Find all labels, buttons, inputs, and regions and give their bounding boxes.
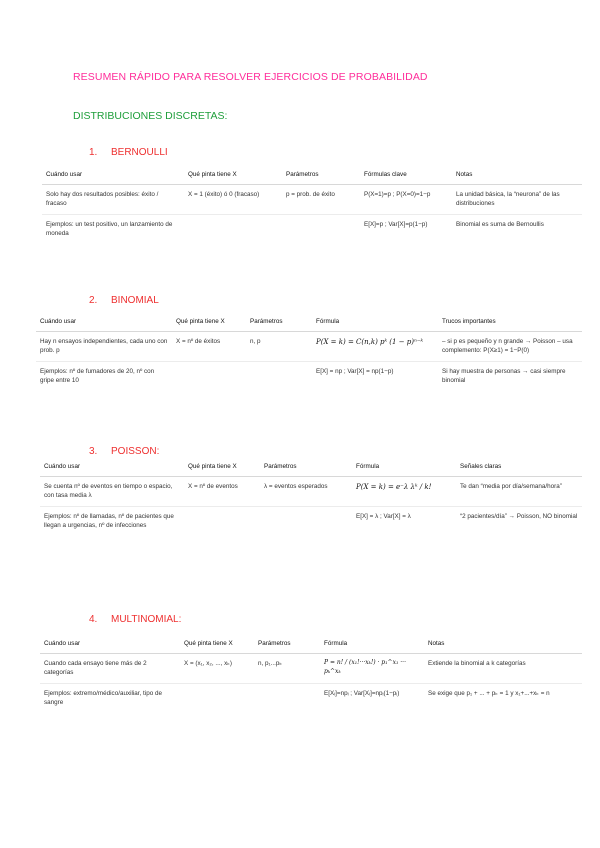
table-cell bbox=[180, 684, 254, 714]
table-cell: Ejemplos: nº de llamadas, nº de pacientes que llegan a urgencias, nº de infecciones bbox=[44, 513, 174, 530]
table-cell: Cuando cada ensayo tiene más de 2 categorías bbox=[40, 654, 180, 684]
table-cell: X = nº de éxitos bbox=[172, 332, 246, 362]
table-header-row bbox=[36, 315, 582, 332]
table-cell: Hay n ensayos independientes, cada uno con prob. p bbox=[36, 332, 172, 362]
section-number: 3. bbox=[89, 446, 98, 457]
header-cell: Trucos importantes bbox=[438, 315, 582, 332]
formula-cell: P(X = k) = e⁻λ λᵏ / k! bbox=[352, 477, 456, 507]
header-cell: Parámetros bbox=[246, 315, 312, 332]
table-cell: E[X] = np ; Var[X] = np(1−p) bbox=[316, 368, 394, 376]
section-name: BERNOULLI bbox=[111, 147, 168, 158]
page-title: RESUMEN RÁPIDO PARA RESOLVER EJERCICIOS DE PROBABILIDAD bbox=[73, 71, 428, 83]
table-row bbox=[40, 477, 582, 507]
table-cell: E[Xᵢ]=npᵢ ; Var[Xᵢ]=npᵢ(1−pᵢ) bbox=[324, 690, 400, 698]
section-subtitle: DISTRIBUCIONES DISCRETAS: bbox=[73, 110, 228, 122]
table-row bbox=[36, 362, 582, 392]
header-cell: Fórmula bbox=[312, 315, 438, 332]
header-cell: Qué pinta tiene X bbox=[184, 460, 260, 477]
bernoulli-table bbox=[42, 168, 582, 245]
table-cell: n, p₁...pₖ bbox=[254, 654, 320, 684]
table-cell: X = nº de eventos bbox=[184, 477, 260, 507]
binomial-table bbox=[36, 315, 582, 392]
header-cell: Qué pinta tiene X bbox=[172, 315, 246, 332]
header-cell: Cuándo usar bbox=[42, 168, 184, 185]
table-cell: X = (x₁, x₂, ..., xₖ) bbox=[180, 654, 254, 684]
header-cell: Cuándo usar bbox=[40, 460, 184, 477]
table-cell bbox=[282, 215, 360, 245]
table-cell: Binomial es suma de Bernoullis bbox=[456, 221, 544, 229]
table-cell: Ejemplos: nº de fumadores de 20, nº con gripe entre 10 bbox=[40, 368, 155, 385]
table-row bbox=[42, 215, 582, 245]
section-name: MULTINOMIAL: bbox=[111, 614, 182, 625]
formula-cell: P = n! / (x₁!···xₖ!) · p₁^x₁ ··· pₖ^xₖ bbox=[320, 654, 424, 684]
table-cell bbox=[184, 507, 260, 537]
table-cell: – si p es pequeño y n grande → Poisson – usa complemento: P(X≥1) = 1−P(0) bbox=[438, 332, 582, 362]
section-title-bernoulli bbox=[89, 147, 168, 158]
table-cell bbox=[172, 362, 246, 392]
table-row bbox=[36, 332, 582, 362]
section-number: 4. bbox=[89, 614, 98, 625]
header-cell: Cuándo usar bbox=[40, 637, 180, 654]
table-cell: La unidad básica, la “neurona” de las distribuciones bbox=[452, 185, 582, 215]
header-cell: Fórmula bbox=[320, 637, 424, 654]
table-cell: Solo hay dos resultados posibles: éxito / fracaso bbox=[42, 185, 184, 215]
table-row bbox=[40, 684, 582, 714]
table-cell: Se cuenta nº de eventos en tiempo o espacio, con tasa media λ bbox=[40, 477, 184, 507]
header-cell: Parámetros bbox=[282, 168, 360, 185]
section-title-multinomial bbox=[89, 614, 181, 625]
table-cell: X = 1 (éxito) ó 0 (fracaso) bbox=[184, 185, 282, 215]
section-name: POISSON: bbox=[111, 446, 160, 457]
section-title-binomial bbox=[89, 295, 159, 306]
table-cell: Ejemplos: extremo/médico/auxiliar, tipo de sangre bbox=[44, 690, 162, 707]
table-cell: “2 pacientes/día” → Poisson, NO binomial bbox=[460, 513, 578, 521]
formula-cell: P(X = k) = C(n,k) pᵏ (1 − p)ⁿ⁻ᵏ bbox=[312, 332, 438, 362]
header-cell: Qué pinta tiene X bbox=[184, 168, 282, 185]
table-row bbox=[42, 185, 582, 215]
table-row bbox=[40, 654, 582, 684]
header-cell: Notas bbox=[452, 168, 582, 185]
section-number: 2. bbox=[89, 295, 98, 306]
table-row bbox=[40, 507, 582, 537]
table-cell: E[X]=p ; Var[X]=p(1−p) bbox=[364, 221, 428, 229]
section-title-poisson bbox=[89, 446, 159, 457]
table-cell: Ejemplos: un test positivo, un lanzamiento de moneda bbox=[46, 221, 173, 238]
section-number: 1. bbox=[89, 147, 98, 158]
header-cell: Cuándo usar bbox=[36, 315, 172, 332]
header-cell: Señales claras bbox=[456, 460, 582, 477]
header-cell: Qué pinta tiene X bbox=[180, 637, 254, 654]
table-cell: Te dan “media por día/semana/hora” bbox=[456, 477, 582, 507]
table-cell: E[X] = λ ; Var[X] = λ bbox=[356, 513, 411, 521]
table-cell: Se exige que p₁ + ... + pₖ = 1 y x₁+...+xₖ = n bbox=[428, 690, 550, 698]
table-header-row bbox=[40, 460, 582, 477]
header-cell: Fórmulas clave bbox=[360, 168, 452, 185]
table-header-row bbox=[42, 168, 582, 185]
table-cell bbox=[184, 215, 282, 245]
poisson-table bbox=[40, 460, 582, 537]
section-name: BINOMIAL bbox=[111, 295, 159, 306]
table-cell: p = prob. de éxito bbox=[282, 185, 360, 215]
table-cell: n, p bbox=[246, 332, 312, 362]
table-cell: Si hay muestra de personas → casi siempre binomial bbox=[442, 368, 566, 385]
header-cell: Parámetros bbox=[260, 460, 352, 477]
table-cell bbox=[254, 684, 320, 714]
table-cell: Extiende la binomial a k categorías bbox=[424, 654, 582, 684]
table-cell: P(X=1)=p ; P(X=0)=1−p bbox=[360, 185, 452, 215]
table-cell: λ = eventos esperados bbox=[260, 477, 352, 507]
table-header-row bbox=[40, 637, 582, 654]
header-cell: Fórmula bbox=[352, 460, 456, 477]
table-cell bbox=[260, 507, 352, 537]
multinomial-table bbox=[40, 637, 582, 714]
header-cell: Parámetros bbox=[254, 637, 320, 654]
header-cell: Notas bbox=[424, 637, 582, 654]
table-cell bbox=[246, 362, 312, 392]
